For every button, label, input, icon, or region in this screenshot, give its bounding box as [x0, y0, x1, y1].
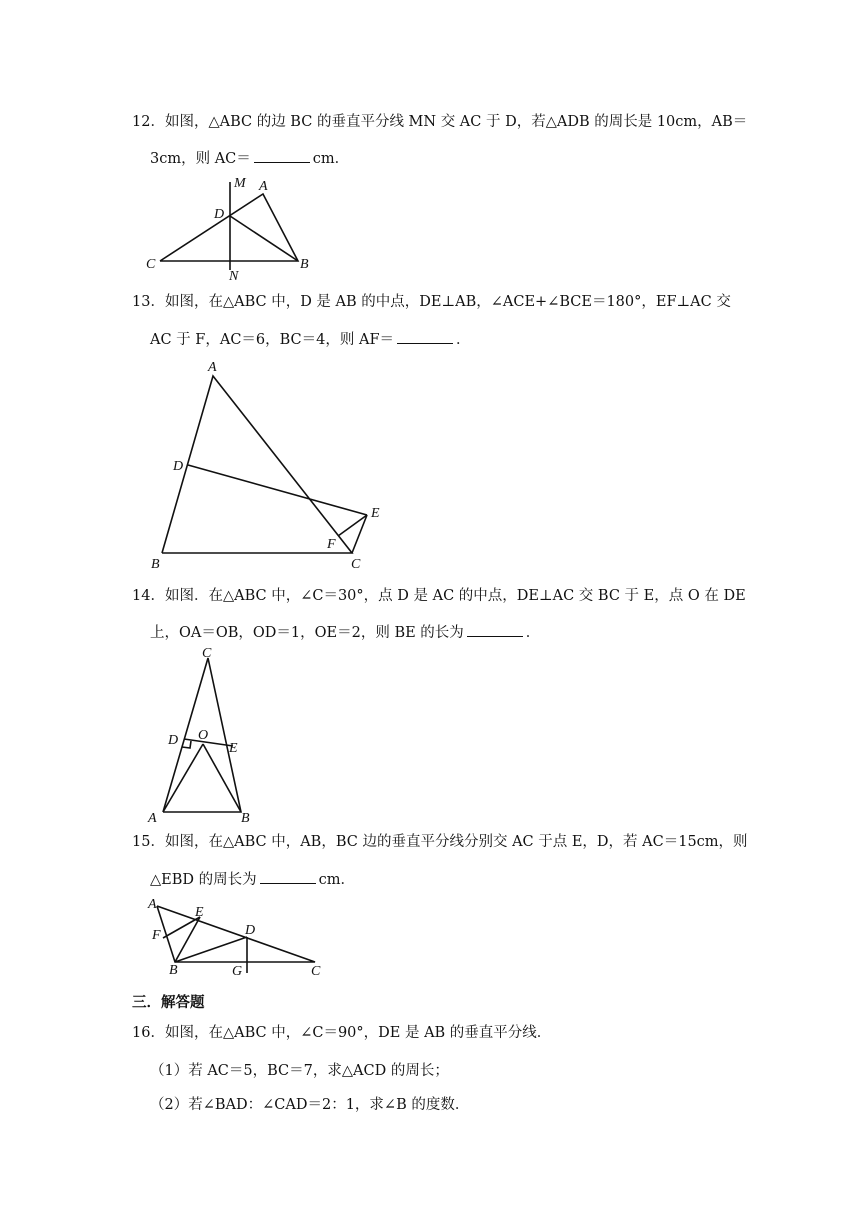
q14-label-c: C	[202, 646, 212, 661]
q13-label-b: B	[151, 557, 160, 572]
q15-segment-bd	[175, 937, 247, 962]
q14-label-b: B	[241, 811, 250, 826]
q15-label-b: B	[169, 963, 178, 978]
q15-line2-post: cm．	[318, 872, 356, 888]
q14-segment-oa	[163, 744, 203, 812]
q12-label-n: N	[229, 269, 239, 284]
q15-label-d: D	[245, 923, 256, 938]
q13-line2-post: ．	[456, 332, 471, 348]
q14-line1: 14．如图．在△ABC 中，∠C＝30°，点 D 是 AC 的中点，DE⊥AC 交 BC 于 E，点 O 在 DE	[132, 588, 746, 604]
q13-figure	[140, 356, 400, 576]
q12-line2-pre: 3cm，则 AC＝	[150, 151, 251, 167]
q15-label-a: A	[148, 897, 157, 912]
q13-label-f: F	[327, 537, 336, 552]
q12-label-m: M	[234, 176, 246, 191]
q15-label-e: E	[195, 905, 204, 920]
q12-label-c: C	[146, 257, 156, 272]
q12-triangle-abc	[160, 194, 298, 261]
q12-label-b: B	[300, 257, 309, 272]
q14-label-o: O	[198, 728, 209, 743]
q15-line1: 15．如图，在△ABC 中，AB，BC 边的垂直平分线分别交 AC 于点 E，D，若 AC＝15cm，则	[132, 834, 748, 850]
q15-label-g: G	[232, 964, 243, 979]
q13-segment-de	[188, 465, 367, 515]
q12-segment-db	[230, 216, 298, 261]
q14-answer-blank	[467, 624, 523, 637]
q14-line2	[150, 621, 540, 642]
q13-label-d: D	[173, 459, 184, 474]
q15-line2	[150, 868, 355, 889]
q13-line1: 13．如图，在△ABC 中，D 是 AB 的中点，DE⊥AB，∠ACE+∠BCE＝180°，EF⊥AC 交	[132, 294, 731, 310]
q15-answer-blank	[260, 871, 316, 884]
q12-line2-post: cm．	[312, 151, 350, 167]
q16-subquestion-2: （2）若∠BAD：∠CAD＝2：1，求∠B 的度数．	[150, 1097, 470, 1113]
q14-label-d: D	[168, 733, 179, 748]
q14-label-a: A	[148, 811, 157, 826]
q13-label-c: C	[351, 557, 361, 572]
q14-label-e: E	[229, 741, 238, 756]
q12-line2	[150, 147, 349, 168]
q14-line2-post: ．	[525, 625, 541, 641]
q13-label-a: A	[208, 360, 217, 375]
q13-triangle-abc	[162, 376, 352, 553]
q12-label-d: D	[214, 207, 225, 222]
q15-triangle-abc	[157, 906, 315, 962]
q12-label-a: A	[259, 179, 268, 194]
q13-line2	[150, 328, 471, 349]
q13-label-e: E	[371, 506, 380, 521]
q15-label-f: F	[152, 928, 161, 943]
q16-line1: 16．如图，在△ABC 中，∠C＝90°，DE 是 AB 的垂直平分线．	[132, 1025, 552, 1041]
q15-line2-pre: △EBD 的周长为	[150, 872, 257, 888]
q14-figure	[140, 642, 280, 827]
q12-figure	[140, 170, 340, 285]
q12-answer-blank	[254, 150, 310, 163]
q12-line1: 12．如图，△ABC 的边 BC 的垂直平分线 MN 交 AC 于 D，若△ADB 的周长是 10cm，AB＝	[132, 114, 748, 130]
q13-line2-pre: AC 于 F，AC＝6，BC＝4，则 AF＝	[150, 332, 395, 348]
q14-line2-pre: 上，OA＝OB，OD＝1，OE＝2，则 BE 的长为	[150, 625, 464, 641]
section-heading: 三．解答题	[132, 995, 205, 1011]
q15-label-c: C	[311, 964, 321, 979]
q13-answer-blank	[397, 331, 453, 344]
q16-subquestion-1: （1）若 AC＝5，BC＝7，求△ACD 的周长；	[150, 1063, 449, 1079]
q15-figure	[140, 892, 340, 982]
